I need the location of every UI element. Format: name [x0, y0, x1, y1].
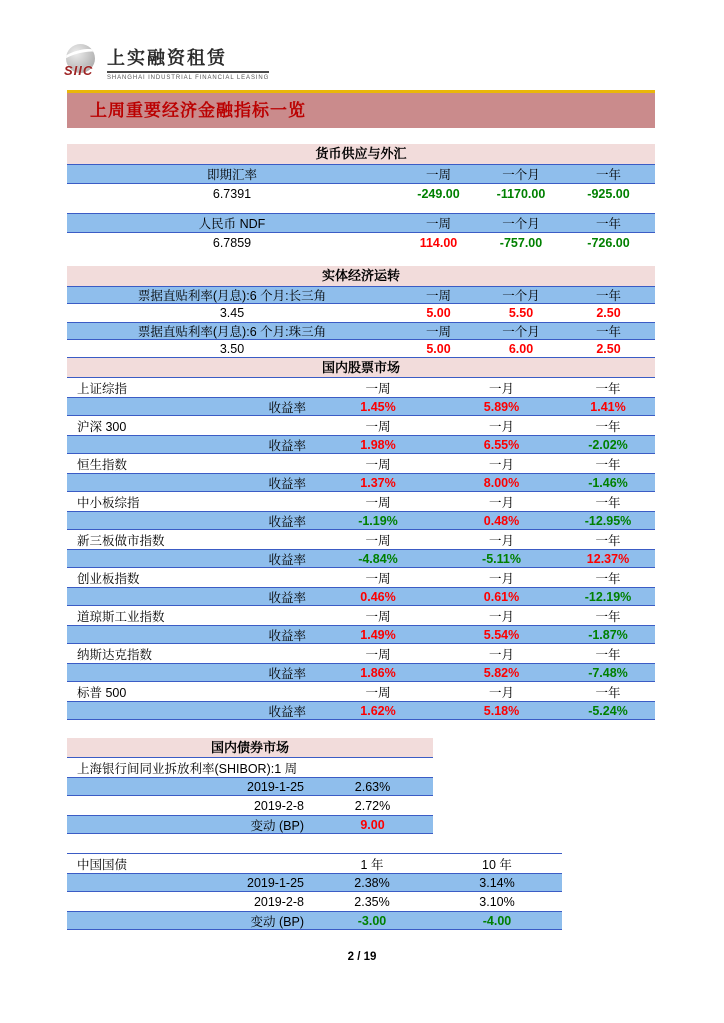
- period-header: 一月: [488, 419, 514, 434]
- table-row: [67, 435, 655, 454]
- indicator-label: 即期汇率: [206, 168, 257, 182]
- section-header-money-fx: 货币供应与外汇: [67, 144, 655, 164]
- table-row: [67, 511, 655, 530]
- change-value: -757.00: [499, 236, 543, 250]
- table-row: [67, 644, 655, 663]
- yield-label: 收益率: [268, 400, 306, 415]
- company-name: [107, 44, 269, 81]
- return-value: 0.46%: [360, 589, 396, 604]
- period-header: 一周: [365, 685, 391, 700]
- index-name: 纳斯达克指数: [77, 647, 153, 662]
- period-header: 一周: [365, 533, 391, 548]
- indicator-value: 6.7391: [212, 187, 252, 201]
- period-header: 一年: [595, 685, 621, 700]
- table-row: [67, 815, 433, 834]
- return-value: 5.89%: [483, 399, 520, 414]
- table-row: [67, 606, 655, 625]
- return-value: 5.82%: [483, 665, 520, 680]
- return-value: 5.18%: [483, 703, 520, 718]
- change-value: -249.00: [417, 187, 460, 201]
- period-header: 一周: [425, 217, 451, 231]
- section-header-real-economy: 实体经济运转: [67, 266, 655, 286]
- period-header: 一年: [595, 289, 621, 303]
- period-header: 一个月: [502, 325, 540, 339]
- period-header: 一个月: [502, 289, 540, 303]
- period-header: 一周: [365, 381, 391, 396]
- company-logo: [64, 44, 269, 81]
- shibor-rows: [67, 758, 433, 834]
- siic-globe-icon: [64, 44, 100, 78]
- row-gap: [67, 204, 655, 213]
- change-value: 2.50: [596, 341, 621, 356]
- period-header: 一年: [595, 609, 621, 624]
- change-value: 6.00: [508, 341, 534, 356]
- period-header: 一周: [365, 571, 391, 586]
- period-header: 一个月: [502, 217, 540, 231]
- period-header: 一年: [595, 495, 621, 510]
- yield-label: 收益率: [268, 704, 306, 719]
- period-header: 一月: [488, 571, 514, 586]
- table-money-fx: [67, 144, 655, 253]
- return-value: 1.37%: [360, 475, 396, 490]
- table-row: [67, 701, 655, 720]
- index-name: 中小板综指: [77, 495, 140, 510]
- return-value: 1.98%: [360, 437, 396, 452]
- period-header: 一个月: [502, 168, 540, 182]
- return-value: -5.11%: [482, 551, 521, 566]
- table-row: [67, 777, 433, 796]
- return-value: -1.87%: [588, 627, 628, 642]
- yield-label: 收益率: [268, 514, 306, 529]
- table-row: [67, 530, 655, 549]
- period-header: 一年: [595, 533, 621, 548]
- table-row: [67, 164, 655, 184]
- yield-label: 收益率: [268, 552, 306, 567]
- table-row: [67, 492, 655, 511]
- return-value: 1.45%: [360, 399, 396, 414]
- tenor-header: 10 年: [482, 857, 512, 872]
- period-header: 一年: [595, 217, 621, 231]
- stock-market-rows: [67, 378, 655, 720]
- return-value: -2.02%: [588, 437, 628, 452]
- return-value: 1.62%: [360, 703, 396, 718]
- table-row: [67, 473, 655, 492]
- table-row: [67, 340, 655, 358]
- table-row: [67, 286, 655, 304]
- period-header: 一周: [365, 419, 391, 434]
- period-header: 一年: [595, 647, 621, 662]
- change-value: -1170.00: [496, 187, 546, 201]
- shibor-label: 上海银行间同业拆放利率(SHIBOR):1 周: [77, 761, 298, 776]
- period-header: 一年: [595, 419, 621, 434]
- period-header: 一月: [488, 381, 514, 396]
- change-value: -3.00: [357, 913, 387, 928]
- period-header: 一年: [595, 571, 621, 586]
- company-name-en: SHANGHAI INDUSTRIAL FINANCIAL LEASING: [107, 75, 270, 81]
- period-header: 一周: [425, 325, 451, 339]
- indicator-label: 票据直贴利率(月息):6 个月:长三角: [137, 289, 327, 303]
- table-row: [67, 892, 562, 911]
- change-value: 2.50: [596, 306, 621, 320]
- change-value: -726.00: [587, 236, 630, 250]
- index-name: 沪深 300: [77, 419, 127, 434]
- period-header: 一年: [595, 168, 621, 182]
- section-header-stock-market: 国内股票市场: [67, 358, 655, 378]
- period-header: 一年: [595, 381, 621, 396]
- period-header: 一月: [488, 457, 514, 472]
- date-cell: 2019-1-25: [247, 875, 304, 890]
- real-economy-rows: [67, 286, 655, 358]
- date-cell: 2019-2-8: [253, 798, 304, 813]
- table-china-treasury: [67, 853, 562, 930]
- change-value: 9.00: [360, 817, 385, 832]
- return-value: 5.54%: [483, 627, 520, 642]
- table-real-economy: [67, 266, 655, 358]
- yield-value: 2.38%: [354, 875, 390, 890]
- company-name-cn: 上实融资租赁: [107, 44, 269, 73]
- change-value: 5.00: [426, 306, 451, 320]
- period-header: 一周: [425, 289, 451, 303]
- index-name: 创业板指数: [77, 571, 140, 586]
- page-title: 上周重要经济金融指标一览: [90, 101, 306, 120]
- return-value: -12.19%: [584, 589, 632, 604]
- period-header: 一周: [365, 609, 391, 624]
- page-title-banner: [67, 90, 655, 128]
- index-name: 新三板做市指数: [77, 533, 165, 548]
- table-stock-market: [67, 358, 655, 720]
- period-header: 一月: [488, 609, 514, 624]
- return-value: 0.61%: [483, 589, 520, 604]
- change-label: 变动 (BP): [250, 914, 304, 929]
- period-header: 一月: [488, 533, 514, 548]
- return-value: -1.46%: [588, 475, 628, 490]
- return-value: -7.48%: [588, 665, 628, 680]
- index-name: 恒生指数: [77, 457, 128, 472]
- indicator-value: 6.7859: [212, 236, 252, 250]
- change-value: 114.00: [419, 236, 458, 250]
- yield-label: 收益率: [268, 438, 306, 453]
- return-value: 12.37%: [586, 551, 630, 566]
- change-label: 变动 (BP): [250, 818, 304, 833]
- yield-value: 3.14%: [479, 875, 515, 890]
- date-cell: 2019-1-25: [247, 779, 304, 794]
- table-row: [67, 397, 655, 416]
- change-value: -4.00: [482, 913, 512, 928]
- period-header: 一月: [488, 495, 514, 510]
- table-row: [67, 454, 655, 473]
- indicator-value: 3.45: [219, 306, 245, 320]
- period-header: 一年: [595, 457, 621, 472]
- rate-value: 2.63%: [354, 779, 391, 794]
- date-cell: 2019-2-8: [253, 894, 304, 909]
- table-row: [67, 233, 655, 253]
- period-header: 一月: [488, 647, 514, 662]
- page-number: 2 / 19: [347, 951, 377, 963]
- return-value: -4.84%: [358, 551, 398, 566]
- table-row: [67, 758, 433, 777]
- table-row: [67, 378, 655, 397]
- indicator-label: 票据直贴利率(月息):6 个月:珠三角: [137, 325, 327, 339]
- indicator-value: 3.50: [219, 341, 245, 356]
- table-row: [67, 322, 655, 340]
- table-row: [67, 184, 655, 204]
- period-header: 一年: [595, 325, 621, 339]
- return-value: 0.48%: [483, 513, 520, 528]
- table-row: [67, 304, 655, 322]
- period-header: 一周: [365, 647, 391, 662]
- table-row: [67, 416, 655, 435]
- return-value: 1.41%: [590, 399, 626, 414]
- table-row: [67, 911, 562, 930]
- indicator-label: 人民币 NDF: [198, 217, 266, 231]
- yield-value: 2.35%: [354, 894, 390, 909]
- yield-label: 收益率: [268, 628, 306, 643]
- yield-label: 收益率: [268, 590, 306, 605]
- return-value: -5.24%: [588, 703, 628, 718]
- return-value: 1.86%: [360, 665, 396, 680]
- treasury-label: 中国国债: [77, 857, 128, 872]
- return-value: -12.95%: [584, 513, 632, 528]
- return-value: 6.55%: [483, 437, 520, 452]
- return-value: 1.49%: [360, 627, 396, 642]
- table-row: [67, 663, 655, 682]
- index-name: 标普 500: [77, 685, 127, 700]
- rate-value: 2.72%: [354, 798, 391, 813]
- table-row: [67, 682, 655, 701]
- period-header: 一周: [365, 495, 391, 510]
- period-header: 一月: [488, 685, 514, 700]
- period-header: 一周: [365, 457, 391, 472]
- table-row: [67, 568, 655, 587]
- change-value: 5.50: [508, 306, 534, 320]
- table-row: [67, 625, 655, 644]
- section-header-bond-market: 国内债券市场: [67, 738, 433, 758]
- treasury-rows: [67, 854, 562, 930]
- table-row: [67, 213, 655, 233]
- yield-label: 收益率: [268, 476, 306, 491]
- change-value: -925.00: [587, 187, 630, 201]
- period-header: 一周: [425, 168, 451, 182]
- table-row: [67, 854, 562, 873]
- return-value: -1.19%: [358, 513, 398, 528]
- index-name: 道琼斯工业指数: [77, 609, 165, 624]
- table-row: [67, 587, 655, 606]
- table-bond-market: [67, 738, 433, 834]
- tenor-header: 1 年: [360, 857, 384, 872]
- table-row: [67, 873, 562, 892]
- change-value: 5.00: [426, 341, 451, 356]
- yield-value: 3.10%: [479, 894, 515, 909]
- index-name: 上证综指: [77, 381, 128, 396]
- yield-label: 收益率: [268, 666, 306, 681]
- return-value: 8.00%: [483, 475, 520, 490]
- money-fx-rows: [67, 164, 655, 253]
- table-row: [67, 796, 433, 815]
- siic-wordmark: SIIC: [64, 63, 94, 78]
- table-row: [67, 549, 655, 568]
